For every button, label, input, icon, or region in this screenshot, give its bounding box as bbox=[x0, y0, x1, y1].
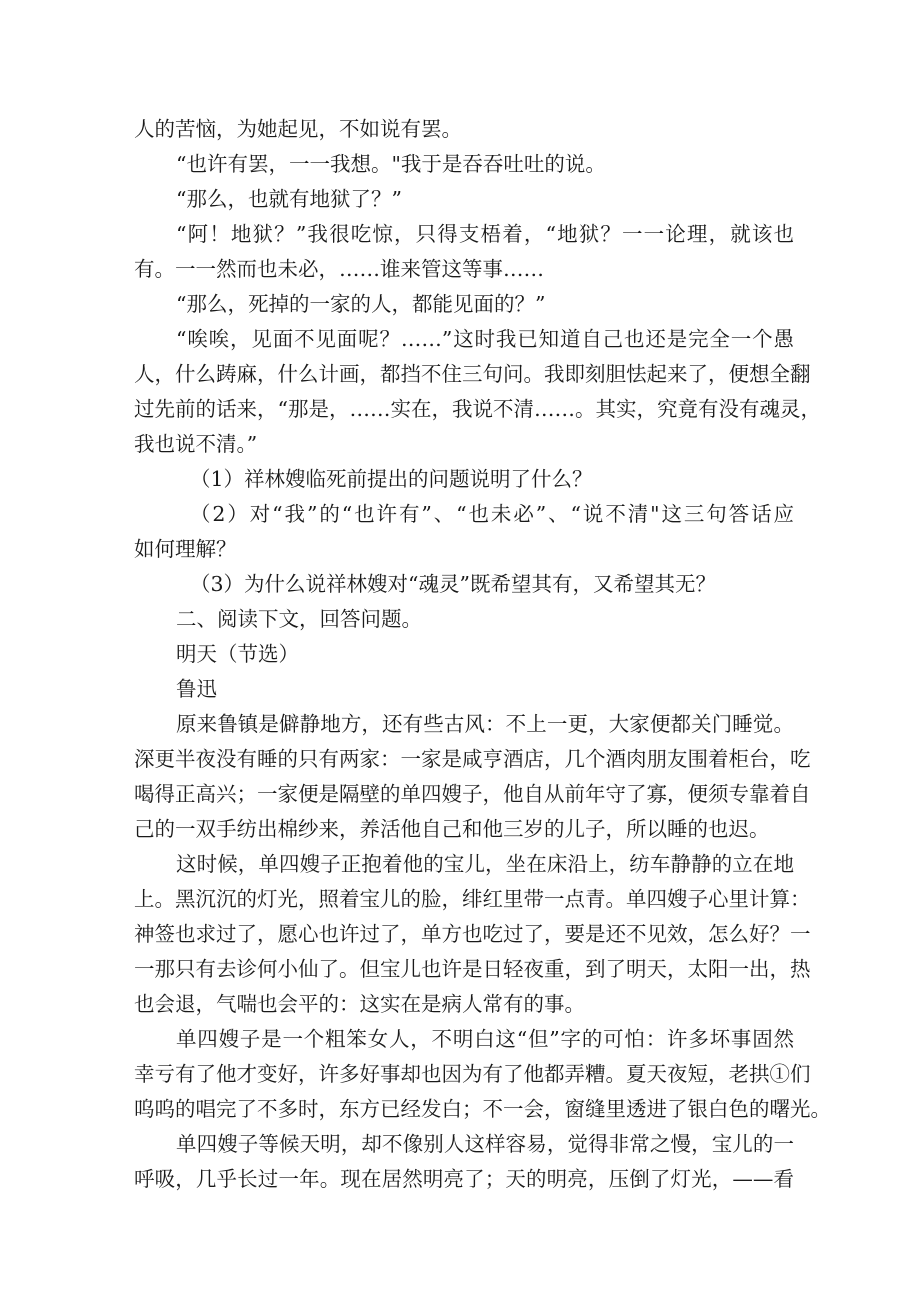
text-line: 一那只有去诊何小仙了。但宝儿也许是日轻夜重，到了明天，太阳一出，热 bbox=[134, 957, 811, 981]
text-line: 上。黑沉沉的灯光，照着宝儿的脸，绯红里带一点青。单四嫂子心里计算： bbox=[134, 887, 811, 911]
text-line: 单四嫂子等候天明，却不像别人这样容易，觉得非常之慢，宝儿的一 bbox=[176, 1132, 794, 1156]
section-heading: 二、阅读下文，回答问题。 bbox=[176, 607, 422, 631]
text-line: 原来鲁镇是僻静地方，还有些古风：不上一更，大家便都关门睡觉。 bbox=[176, 712, 794, 736]
text-line: 我也说不清。” bbox=[134, 432, 258, 456]
text-line: 深更半夜没有睡的只有两家：一家是咸亨酒店，几个酒肉朋友围着柜台，吃 bbox=[134, 747, 811, 771]
article-author: 鲁迅 bbox=[176, 677, 217, 701]
text-line: 人，什么踌麻，什么计画，都挡不住三句问。我即刻胆怯起来了，便想全翻 bbox=[134, 362, 811, 386]
text-line: “也许有罢，一一我想。"我于是吞吞吐吐的说。 bbox=[176, 152, 606, 176]
text-line: 过先前的话来，“那是，……实在，我说不清……。其实，究竟有没有魂灵， bbox=[134, 397, 821, 421]
text-line: 如何理解？ bbox=[134, 537, 237, 561]
text-line: 这时候，单四嫂子正抱着他的宝儿，坐在床沿上，纺车静静的立在地 bbox=[176, 852, 794, 876]
text-line: 也会退，气喘也会平的：这实在是病人常有的事。 bbox=[134, 992, 585, 1016]
text-line: 喝得正高兴；一家便是隔壁的单四嫂子，他自从前年守了寡，便须专靠着自 bbox=[134, 782, 811, 806]
text-line: 神签也求过了，愿心也许过了，单方也吃过了，要是还不见效，怎么好？一 bbox=[134, 922, 811, 946]
text-line: 幸亏有了他才变好，许多好事却也因为有了他都弄糟。夏天夜短，老拱①们 bbox=[134, 1062, 811, 1086]
text-line: 呼吸，几乎长过一年。现在居然明亮了；天的明亮，压倒了灯光，——看 bbox=[134, 1167, 794, 1191]
text-line: 人的苦恼，为她起见，不如说有罢。 bbox=[134, 117, 462, 141]
text-line: “那么，死掉的一家的人，都能见面的？” bbox=[176, 292, 546, 316]
article-title: 明天（节选） bbox=[176, 642, 299, 666]
question-item: （2）对“我”的“也许有”、“也未必”、“说不清"这三句答话应 bbox=[190, 502, 794, 526]
text-line: “唉唉，见面不见面呢？……”这时我已知道自己也还是完全一个愚 bbox=[176, 327, 794, 351]
text-line: 呜呜的唱完了不多时，东方已经发白；不一会，窗缝里透进了银白色的曙光。 bbox=[134, 1097, 831, 1121]
text-line: “那么，也就有地狱了？” bbox=[176, 187, 402, 211]
question-item: （1）祥林嫂临死前提出的问题说明了什么？ bbox=[190, 467, 593, 491]
text-line: 单四嫂子是一个粗笨女人，不明白这“但”字的可怕：许多坏事固然 bbox=[176, 1027, 794, 1051]
text-line: 有。一一然而也未必，……谁来管这等事…… bbox=[134, 257, 544, 281]
question-item: （3）为什么说祥林嫂对“魂灵”既希望其有，又希望其无？ bbox=[190, 572, 717, 596]
text-line: 己的一双手纺出棉纱来，养活他自己和他三岁的儿子，所以睡的也迟。 bbox=[134, 817, 770, 841]
text-line: “阿！地狱？”我很吃惊，只得支梧着，“地狱？一一论理，就该也 bbox=[176, 222, 794, 246]
